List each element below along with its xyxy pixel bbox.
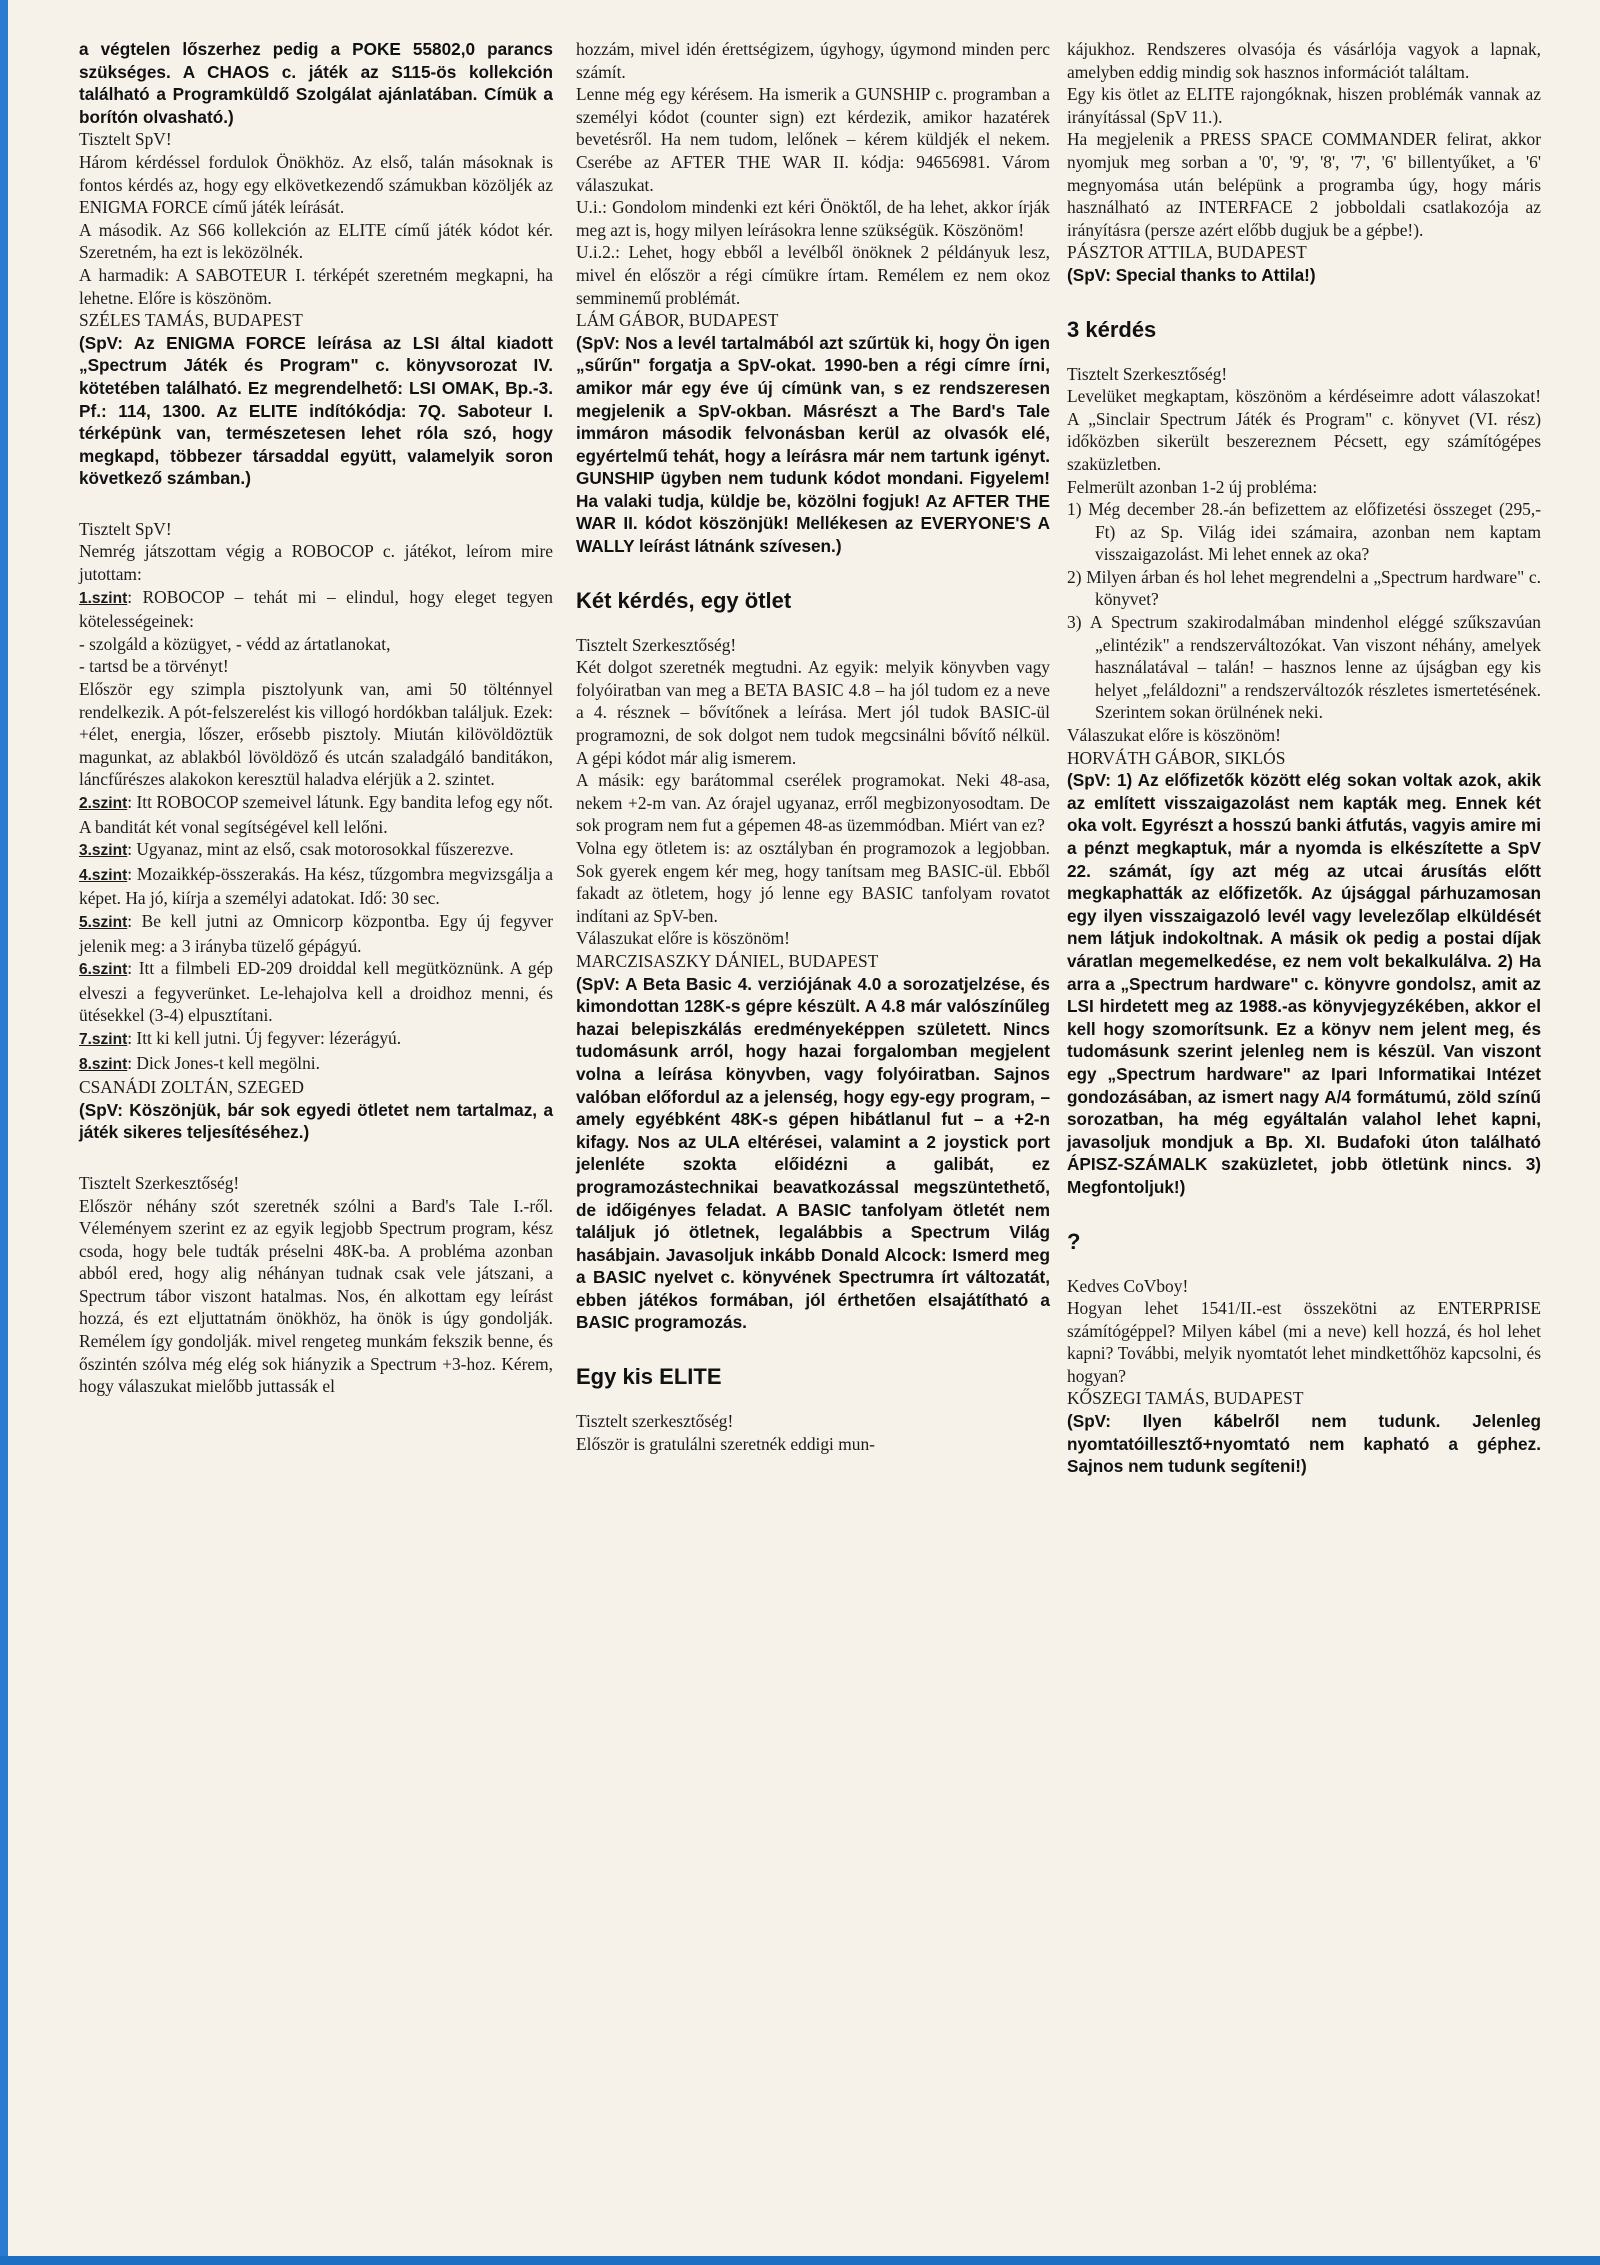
letter-paragraph: Lenne még egy kérésem. Ha ismerik a GUNSHIP c. programban a személyi kódot (counter sign) ezt kérdezik, amikor hazatérek bevetésről. Ha nem tudom, lelőnek – kérem küldjék el nekem. Cserébe az AFTER THE WAR II. kódja: 94656981. Várom válaszukat. bbox=[576, 84, 1050, 195]
letter-signature: PÁSZTOR ATTILA, BUDAPEST bbox=[1067, 242, 1307, 263]
letter-paragraph: Ha megjelenik a PRESS SPACE COMMANDER felirat, akkor nyomjuk meg sorban a '0', '9', '8', '7', '6' billentyűket, a '6' megnyomása után belépünk a programba úgy, hogy máris használható az INTERFACE 2 jobboldali csatlakozója az irányításra (persze azért előbb dugjuk be a gépbe!). bbox=[1067, 129, 1541, 240]
editor-reply: (SpV: Nos a levél tartalmából azt szűrtük ki, hogy Ön igen „sűrűn" forgatja a SpV-okat. 1990-ben a régi címre írni, amikor már egy éve új címünk van, s ez rendszeresen megjelenik a SpV-okban. Másrészt a The Bard's Tale immáron második felvonásban kerül az olvasók elé, egyértelmű tehát, hogy a leírásra már nem tartunk igényt. GUNSHIP ügyben nem tudunk kódot mondani. Figyelem! Ha valaki tudja, küldje be, közölni fogjuk! Az AFTER THE WAR II. kódot köszönjük! Mellékesen az EVERYONE'S A WALLY leírást látnánk szívesen.) bbox=[576, 332, 1050, 557]
section-heading: ? bbox=[1067, 1228, 1081, 1254]
question-item: 2) Milyen árban és hol lehet megrendelni a „Spectrum hardware" c. könyvet? bbox=[1067, 566, 1541, 610]
letter-lam-start bbox=[79, 1172, 553, 1398]
letter-paragraph: Volna egy ötletem is: az osztályban én programozok a legjobban. Sok gyerek engem kér meg, hogy tanítsam meg BASIC-ül. Ebből fakadt az ötletem, hogy jó lenne egy BASIC tanfolyam rovatot indítani az SpV-ben. bbox=[576, 838, 1050, 926]
letter-paragraph: Nemrég játszottam végig a ROBOCOP c. játékot, leírom mire jutottam: bbox=[79, 541, 553, 585]
letter-signature: KŐSZEGI TAMÁS, BUDAPEST bbox=[1067, 1388, 1304, 1409]
letter-paragraph: kájukhoz. Rendszeres olvasója és vásárlója vagyok a lapnak, amelyben eddig mindig sok hasznos információt találtam. bbox=[1067, 39, 1541, 82]
letter-marczisaszky bbox=[576, 634, 1050, 1334]
letter-koszegi bbox=[1067, 1275, 1541, 1478]
directive-line: - tartsd be a törvényt! bbox=[79, 656, 229, 677]
editor-reply: (SpV: Köszönjük, bár sok egyedi ötletet nem tartalmaz, a játék sikeres teljesítéséhez.) bbox=[79, 1099, 553, 1143]
letter-paragraph: Először néhány szót szeretnék szólni a Bard's Tale I.-ről. Véleményem szerint ez az egyik legjobb Spectrum program, kész csoda, hogy bele tudták préselni 48K-ba. A probléma azonban abból ered, hogy alig néhányan tudnak csak vele játszani, a Spectrum tábor viszont hatalmas. Nos, én alkottam egy leírást hozzá, és ezt eljuttatnám önökhöz, ha önök is úgy gondolják. Remélem így gondolják. mivel rengeteg munkám fekszik benne, és őszintén szólva még elég sok hiányzik a Spectrum +3-hoz. Kérem, hogy válaszukat mielőbb juttassák el bbox=[79, 1195, 553, 1397]
letter-paragraph: Hogyan lehet 1541/II.-est összekötni az ENTERPRISE számítógéppel? Milyen kábel (mi a neve) kell hozzá, és hol lehet kapni? További, melyik nyomtatót lehet mindkettőhöz kapcsolni, és hogyan? bbox=[1067, 1298, 1541, 1386]
level-entry bbox=[79, 910, 553, 957]
level-entry bbox=[79, 838, 553, 863]
letter-lam-end bbox=[576, 38, 1050, 558]
letter-paragraph: Egy kis ötlet az ELITE rajongóknak, hiszen problémák vannak az irányítással (SpV 11.). bbox=[1067, 84, 1541, 127]
section-heading: 3 kérdés bbox=[1067, 316, 1157, 342]
level-label: 4.szint bbox=[79, 866, 128, 884]
letter-greeting: Tisztelt Szerkesztőség! bbox=[79, 1172, 240, 1193]
level-label: 7.szint bbox=[79, 1030, 128, 1048]
question-item: 3) A Spectrum szakirodalmában mindenhol eléggé szűkszavúan „elintézik" a rendszerváltozókat. Van viszont néhány, amelyek használatával – talán! – hasznos lenne az újságban egy kis helyet „feláldozni" a rendszerváltozók részletes ismertetésének. Szerintem sokan örülnének neki. bbox=[1067, 612, 1541, 723]
level-text: : Be kell jutni az Omnicorp központba. Egy új fegyver jelenik meg: a 3 irányba tüzelő gépágyú. bbox=[79, 910, 553, 956]
column-1 bbox=[79, 38, 553, 1398]
letter-paragraph: A harmadik: A SABOTEUR I. térképét szeretném megkapni, ha lehetne. Előre is köszönöm. bbox=[79, 264, 553, 308]
level-label: 1.szint bbox=[79, 589, 128, 607]
letter-pasztor-end bbox=[1067, 38, 1541, 287]
level-label: 3.szint bbox=[79, 842, 128, 860]
reply-continuation: a végtelen lőszerhez pedig a POKE 55802,0 parancs szükséges. A CHAOS c. játék az S115-ös kollekción található a Programküldő Szolgálat ajánlatában. Címük a borítón olvasható.) bbox=[79, 39, 553, 127]
letter-paragraph: Először is gratulálni szeretnék eddigi mun- bbox=[576, 1433, 875, 1454]
letter-paragraph: U.i.2.: Lehet, hogy ebből a levélből önöknek 2 példányuk lesz, mivel én először a régi címükre írtam. Remélem ez nem okoz semminemű problémát. bbox=[576, 242, 1050, 308]
level-entry bbox=[79, 791, 553, 838]
letter-signature: MARCZISASZKY DÁNIEL, BUDAPEST bbox=[576, 950, 879, 971]
letter-paragraph: A második. Az S66 kollekción az ELITE című játék kódot kér. Szeretném, ha ezt is leközölnék. bbox=[79, 219, 553, 263]
letter-greeting: Tisztelt Szerkesztőség! bbox=[1067, 363, 1228, 384]
level-text: : Itt a filmbeli ED-209 droiddal kell megütköznünk. A gép elveszi a fegyverünket. Le-lehajolva kell a droidhoz menni, és ütésekkel (3-4) elpusztítani. bbox=[79, 958, 553, 1026]
letter-signature: LÁM GÁBOR, BUDAPEST bbox=[576, 310, 779, 331]
letter-pasztor-start bbox=[576, 1410, 1050, 1455]
level-entry bbox=[79, 1052, 553, 1077]
level-text: : Itt ki kell jutni. Új fegyver: lézerágyú. bbox=[127, 1027, 402, 1048]
level-label: 8.szint bbox=[79, 1055, 128, 1073]
editor-reply: (SpV: A Beta Basic 4. verziójának 4.0 a sorozatjelzése, és kimondottan 128K-s gépre készült. A 4.8 már valószínűleg hazai belepiszkálás eredményeképpen született. Nincs tudomásunk arról, hogy hazai forgalomban megjelent volna a leírása könyvben, vagy folyóiratban. Sajnos valóban előfordul az a jelenség, hogy egy-egy program, – amely egyébként 48K-s gépen hibátlanul fut – a +2-n kifagy. Nos az ULA eltérései, valamint a 2 joystick port jelenléte szokta előidézni a galibát, ez programozástechnikai beavatkozással megszüntethető, de időigényes feladat. A BASIC tanfolyam ötletét nem találjuk jó ötletnek, legalábbis a Spectrum Világ hasábjain. Javasoljuk inkább Donald Alcock: Ismerd meg a BASIC nyelvet c. könyvének Spectrumra írt változatát, ebben játékos formában, jól érthetően elsajátítható a BASIC programozás. bbox=[576, 973, 1050, 1333]
letter-paragraph: U.i.: Gondolom mindenki ezt kéri Önöktől, de ha lehet, akkor írják meg azt is, hogy milyen leírásokra lenne szükségük. Köszönöm! bbox=[576, 197, 1050, 240]
letter-paragraph: hozzám, mivel idén érettségizem, úgyhogy, úgymond minden perc számít. bbox=[576, 39, 1050, 82]
letter-szeles bbox=[79, 128, 553, 490]
level-label: 5.szint bbox=[79, 913, 128, 931]
bottom-edge-stripe bbox=[0, 2256, 1600, 2265]
level-text: : Dick Jones-t kell megölni. bbox=[127, 1052, 320, 1073]
letter-paragraph: Először egy szimpla pisztolyunk van, ami 50 tölténnyel rendelkezik. A pót-felszerelést kis villogó hordókban találjuk. Ezek: +élet, energia, lőszer, erősebb pisztoly. Miután kilövöldöztük magunkat, az ablakból lövöldöző és utcán szaladgáló banditákon, láncfűrészes alakokon keresztül haladva elérjük a 2. szintet. bbox=[79, 679, 553, 790]
directive-line: - szolgáld a közügyet, - védd az ártatlanokat, bbox=[79, 633, 391, 654]
editor-reply: (SpV: Special thanks to Attila!) bbox=[1067, 264, 1316, 285]
editor-reply: (SpV: Ilyen kábelről nem tudunk. Jelenleg nyomtatóillesztő+nyomtató nem kapható a géphez. Sajnos nem tudunk segíteni!) bbox=[1067, 1411, 1541, 1477]
level-text: : Mozaikkép-összerakás. Ha kész, tűzgombra megvizsgálja a képet. Ha jó, kiírja a személyi adatokat. Idő: 30 sec. bbox=[79, 863, 553, 909]
letter-greeting: Tisztelt SpV! bbox=[79, 518, 172, 539]
letter-signature: SZÉLES TAMÁS, BUDAPEST bbox=[79, 310, 303, 331]
column-2 bbox=[576, 38, 1050, 1455]
letter-paragraph: Levelüket megkaptam, köszönöm a kérdéseimre adott válaszokat! A „Sinclair Spectrum Játék és Program" c. könyvet (VI. rész) időközben sikerült beszereznem Pécsett, egy számítógépes szaküzletben. bbox=[1067, 386, 1541, 474]
letter-csanadi bbox=[79, 518, 553, 1144]
level-label: 2.szint bbox=[79, 795, 128, 812]
section-heading: Egy kis ELITE bbox=[576, 1364, 722, 1390]
level-label: 6.szint bbox=[79, 961, 128, 979]
letter-greeting: Tisztelt szerkesztőség! bbox=[576, 1411, 734, 1432]
level-text: : ROBOCOP – tehát mi – elindul, hogy eleget tegyen kötelességeinek: bbox=[79, 586, 553, 632]
letter-paragraph: Válaszukat előre is köszönöm! bbox=[576, 928, 790, 949]
letter-greeting: Tisztelt SpV! bbox=[79, 129, 172, 150]
level-entry bbox=[79, 1027, 553, 1052]
letter-paragraph: Felmerült azonban 1-2 új probléma: bbox=[1067, 476, 1318, 497]
letter-paragraph: Három kérdéssel fordulok Önökhöz. Az első, talán másoknak is fontos kérdés az, hogy egy elkövetkezendő számukban közöljék az ENIGMA FORCE című játék leírását. bbox=[79, 151, 553, 218]
column-3 bbox=[1067, 38, 1541, 1478]
letter-signature: HORVÁTH GÁBOR, SIKLÓS bbox=[1067, 747, 1286, 768]
level-entry bbox=[79, 957, 553, 1027]
section-heading: Két kérdés, egy ötlet bbox=[576, 587, 792, 613]
question-item: 1) Még december 28.-án befizettem az előfizetési összeget (295,- Ft) az Sp. Világ idei számaira, azonban nem kaptam visszaigazolást. Mi lehet ennek az oka? bbox=[1067, 499, 1541, 565]
letter-horvath bbox=[1067, 363, 1541, 1199]
level-text: : Ugyanaz, mint az első, csak motorosokkal fűszerezve. bbox=[127, 839, 514, 860]
letter-paragraph: Válaszukat előre is köszönöm! bbox=[1067, 725, 1281, 746]
left-edge-stripe bbox=[0, 0, 8, 2265]
level-entry bbox=[79, 863, 553, 910]
editor-reply: (SpV: Az ENIGMA FORCE leírása az LSI által kiadott „Spectrum Játék és Program" c. könyvsorozat IV. kötetében található. Ez megrendelhető: LSI OMAK, Bp.-3. Pf.: 114, 1300. Az ELITE indítókódja: 7Q. Saboteur I. térképünk van, természetesen lehet róla szó, hogy megkapd, többezer társaddal együtt, valamelyik soron következő számban.) bbox=[79, 332, 553, 489]
letter-greeting: Tisztelt Szerkesztőség! bbox=[576, 634, 737, 655]
level-text: : Itt ROBOCOP szemeivel látunk. Egy bandita lefog egy nőt. A banditát két vonal segítségével kell lelőni. bbox=[79, 792, 553, 837]
level-entry bbox=[79, 586, 553, 633]
editor-reply: (SpV: 1) Az előfizetők között elég sokan voltak azok, akik az említett visszaigazolást nem kapták meg. Ennek két oka volt. Egyrészt a hosszú banki átfutás, vagyis amire mi a pénzt megkaptuk, már a nyomda is elkészítette a SpV 22. számát, így azt még az utcai árusítás előtt megkaphatták az előfizetők. Az újsággal párhuzamosan egy ilyen visszaigazoló levél vagy levelezőlap elküldését nem látjuk indokoltnak. A másik ok pedig a postai díjak váratlan megemelkedése, ez nem volt bekalkulálva. 2) Ha arra a „Spectrum hardware" c. könyvre gondolsz, amit az LSI hirdetett meg az 1988.-as könyvjegyzékében, akkor el kell hogy szomorítsunk. Ez a könyv nem jelent meg, és tudomásunk szerint jelenleg nem is készül. Van viszont egy „Spectrum hardware" az Ipari Informatikai Intézet gondozásában, az ismert nagy A/4 formátumú, zöld színű sorozatban, ha még egyáltalán valahol lehet kapni, javasoljuk mondjuk a Bp. XI. Budafoki úton található ÁPISZ-SZÁMALK szaküzletet, jobb ötletünk nincs. 3) Megfontoljuk!) bbox=[1067, 770, 1541, 1197]
letter-paragraph: Két dolgot szeretnék megtudni. Az egyik: melyik könyvben vagy folyóiratban van meg a BETA BASIC 4.8 – ha jól tudom ez a neve a 4. résznek – bővítőnek a leírása. Mert jól tudok BASIC-ül programozni, de sok dolgot nem tudok megcsinálni bővítő nélkül. A gépi kódot már alig ismerem. bbox=[576, 657, 1050, 768]
letter-greeting: Kedves CoVboy! bbox=[1067, 1275, 1189, 1296]
letter-signature: CSANÁDI ZOLTÁN, SZEGED bbox=[79, 1077, 304, 1098]
letter-paragraph: A másik: egy barátommal cserélek programokat. Neki 48-asa, nekem +2-m van. Az órajel ugyanaz, erről megbizonyosodtam. De sok program nem fut a gépemen 48-as üzemmódban. Miért van ez? bbox=[576, 770, 1050, 836]
